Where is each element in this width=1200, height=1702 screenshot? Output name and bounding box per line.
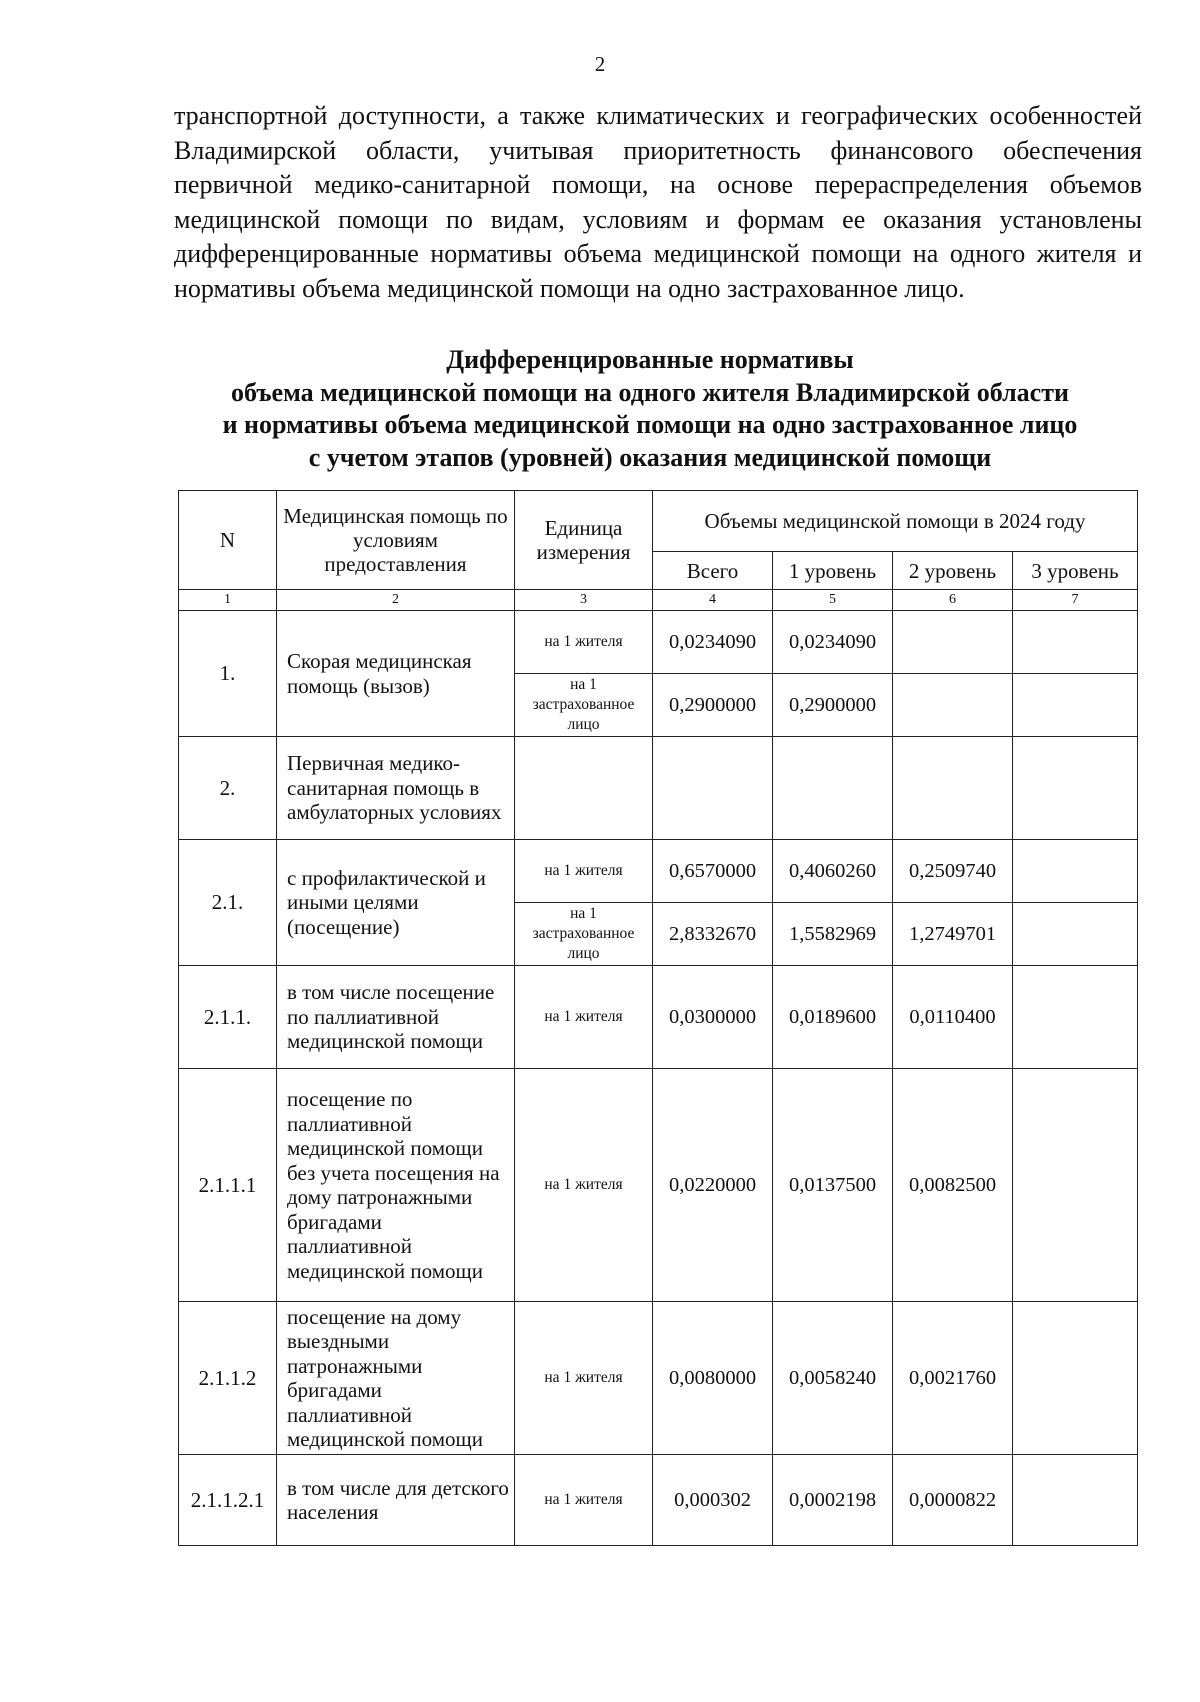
volume-total: 0,0300000 <box>653 966 773 1069</box>
row-number: 2.1.1.2 <box>179 1302 277 1455</box>
volume-total: 0,0234090 <box>653 611 773 674</box>
header-total: Всего <box>653 552 773 590</box>
unit-of-measure: на 1 застрахованное лицо <box>515 903 653 966</box>
volume-level-3 <box>1013 674 1138 737</box>
volume-level-2: 0,0000822 <box>893 1455 1013 1546</box>
page-number: 2 <box>594 52 606 76</box>
unit-of-measure: на 1 жителя <box>515 840 653 903</box>
volume-total: 0,6570000 <box>653 840 773 903</box>
header-volumes: Объемы медицинской помощи в 2024 году <box>653 491 1138 552</box>
volume-level-2: 0,0110400 <box>893 966 1013 1069</box>
unit-of-measure: на 1 жителя <box>515 1069 653 1302</box>
table-row <box>179 966 1138 1069</box>
volume-level-2 <box>893 611 1013 674</box>
volume-level-2 <box>893 737 1013 840</box>
volume-level-3 <box>1013 966 1138 1069</box>
row-number: 2.1.1. <box>179 966 277 1069</box>
norms-table-body <box>179 491 1138 1546</box>
volume-level-3 <box>1013 1455 1138 1546</box>
row-number: 2.1.1.1 <box>179 1069 277 1302</box>
title-line-2: объема медицинской помощи на одного жителя Владимирской области <box>231 377 1069 407</box>
volume-level-3 <box>1013 840 1138 903</box>
care-type: в том числе посещение по паллиативной медицинской помощи <box>277 966 515 1069</box>
title-line-3: и нормативы объема медицинской помощи на одно застрахованное лицо <box>222 410 1078 439</box>
table-row <box>179 737 1138 840</box>
row-number: 2.1. <box>179 840 277 966</box>
volume-total <box>653 737 773 840</box>
volume-level-1: 0,0234090 <box>773 611 893 674</box>
intro-paragraph: транспортной доступности, а также климатических и географических особенностей Владимирской области, учитывая приоритетность финансового обеспечения первичной медико-санитарной помощи, на основе перераспределения объемов медицинской помощи по видам, условиям и формам ее оказания установлены дифференцированные нормативы объема медицинской помощи на одного жителя и нормативы объема медицинской помощи на одно застрахованное лицо. <box>174 101 1142 303</box>
volume-total: 0,0220000 <box>653 1069 773 1302</box>
column-number: 6 <box>893 590 1013 611</box>
column-number: 1 <box>179 590 277 611</box>
care-type: Скорая медицинская помощь (вызов) <box>277 611 515 737</box>
table-row <box>179 840 1138 903</box>
title-line-1: Дифференцированные нормативы <box>446 345 854 374</box>
row-number: 2. <box>179 737 277 840</box>
header-level2: 2 уровень <box>893 552 1013 590</box>
unit-of-measure: на 1 жителя <box>515 1302 653 1455</box>
care-type: Первичная медико-санитарная помощь в амбулаторных условиях <box>277 737 515 840</box>
volume-level-1: 0,0189600 <box>773 966 893 1069</box>
care-type: в том числе для детского населения <box>277 1455 515 1546</box>
header-unit: Единица измерения <box>515 491 653 590</box>
table-row <box>179 1302 1138 1455</box>
volume-level-1: 1,5582969 <box>773 903 893 966</box>
row-number: 2.1.1.2.1 <box>179 1455 277 1546</box>
volume-level-2: 0,2509740 <box>893 840 1013 903</box>
header-level1: 1 уровень <box>773 552 893 590</box>
volume-level-2: 1,2749701 <box>893 903 1013 966</box>
volume-level-1: 0,2900000 <box>773 674 893 737</box>
volume-level-1: 0,0002198 <box>773 1455 893 1546</box>
volume-level-3 <box>1013 611 1138 674</box>
volume-level-3 <box>1013 903 1138 966</box>
volume-level-3 <box>1013 1302 1138 1455</box>
column-numbers-row <box>179 590 1138 611</box>
volume-total: 0,000302 <box>653 1455 773 1546</box>
table-row <box>179 1455 1138 1546</box>
care-type: посещение на дому выездными патронажными бригадами паллиативной медицинской помощи <box>277 1302 515 1455</box>
column-number: 5 <box>773 590 893 611</box>
table-row <box>179 611 1138 674</box>
column-number: 3 <box>515 590 653 611</box>
volume-level-2: 0,0021760 <box>893 1302 1013 1455</box>
title-line-4: с учетом этапов (уровней) оказания медицинской помощи <box>308 442 992 472</box>
volume-level-1: 0,4060260 <box>773 840 893 903</box>
row-number: 1. <box>179 611 277 737</box>
header-n: N <box>179 491 277 590</box>
unit-of-measure <box>515 737 653 840</box>
volume-total: 0,0080000 <box>653 1302 773 1455</box>
volume-level-1: 0,0058240 <box>773 1302 893 1455</box>
column-number: 7 <box>1013 590 1138 611</box>
section-title <box>150 344 1150 474</box>
header-care: Медицинская помощь по условиям предоставления <box>277 491 515 590</box>
volume-level-2: 0,0082500 <box>893 1069 1013 1302</box>
header-level3: 3 уровень <box>1013 552 1138 590</box>
column-number: 4 <box>653 590 773 611</box>
unit-of-measure: на 1 жителя <box>515 611 653 674</box>
unit-of-measure: на 1 застрахованное лицо <box>515 674 653 737</box>
volume-level-2 <box>893 674 1013 737</box>
volume-level-3 <box>1013 1069 1138 1302</box>
care-type: посещение по паллиативной медицинской помощи без учета посещения на дому патронажными бригадами паллиативной медицинской помощи <box>277 1069 515 1302</box>
volume-total: 0,2900000 <box>653 674 773 737</box>
norms-table <box>178 490 1138 1546</box>
table-row <box>179 1069 1138 1302</box>
volume-level-1 <box>773 737 893 840</box>
column-number: 2 <box>277 590 515 611</box>
unit-of-measure: на 1 жителя <box>515 966 653 1069</box>
volume-total: 2,8332670 <box>653 903 773 966</box>
volume-level-1: 0,0137500 <box>773 1069 893 1302</box>
unit-of-measure: на 1 жителя <box>515 1455 653 1546</box>
care-type: с профилактической и иными целями (посещение) <box>277 840 515 966</box>
volume-level-3 <box>1013 737 1138 840</box>
header-row <box>179 491 1138 552</box>
